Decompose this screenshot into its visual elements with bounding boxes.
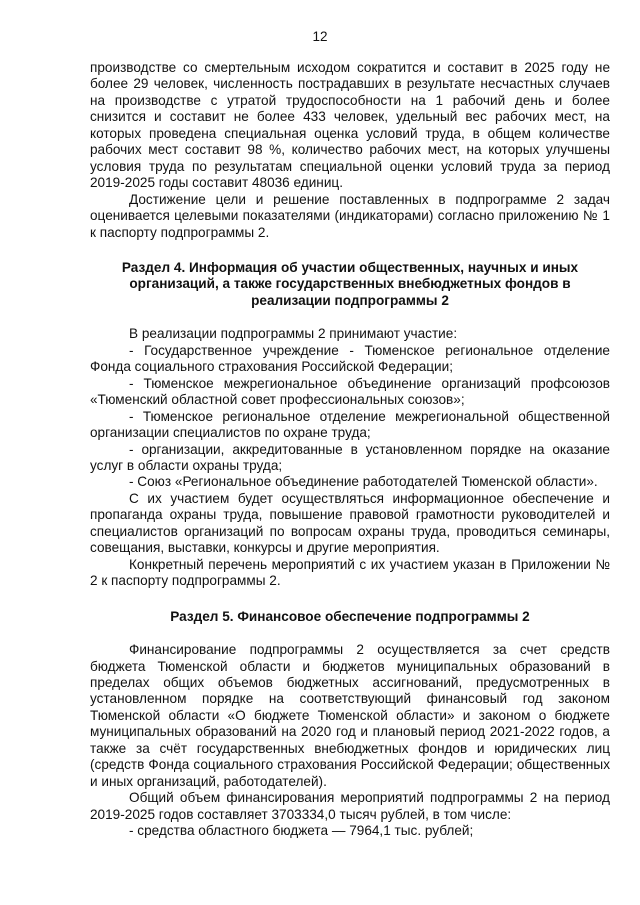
participant-item: - Союз «Региональное объединение работодателей Тюменской области». (129, 474, 598, 490)
participant-item: - Государственное учреждение - Тюменское региональное отделение Фонда социального страхования Российской Федерации; (90, 342, 610, 375)
regional-budget-paragraph: - средства областного бюджета — 7964,1 тыс. рублей; (129, 823, 474, 839)
section4-intro: В реализации подпрограммы 2 принимают участие: (129, 326, 458, 342)
total-paragraph: Общий объем финансирования мероприятий подпрограммы 2 на период 2019-2025 годов составляет 3703334,0 тысяч рублей, в том числе: (90, 790, 610, 822)
page-number: 12 (312, 29, 328, 44)
document-body (90, 60, 610, 839)
participation-paragraph: С их участием будет осуществляться информационное обеспечение и пропаганда охраны труда, повышение правовой грамотности руководителей и специалистов организаций по вопросам охраны труда, проводиться семинары, совещания, выставки, конкурсы и другие мероприятия. (90, 490, 610, 556)
goal-paragraph: Достижение цели и решение поставленных в подпрограмме 2 задач оценивается целевыми показателями (индикаторами) согласно приложению № 1 к паспорту подпрограммы 2. (90, 191, 610, 240)
section4-heading: Раздел 4. Информация об участии общественных, научных и иных организаций, а также государственных внебюджетных фондов в реализации подпрограммы 2 (121, 259, 579, 308)
participant-item: - организации, аккредитованные в установленном порядке на оказание услуг в области охраны труда; (90, 441, 610, 473)
section5-heading: Раздел 5. Финансовое обеспечение подпрограммы 2 (170, 608, 530, 624)
participant-item: - Тюменское региональное отделение межрегиональной общественной организации специалистов по охране труда; (90, 408, 610, 441)
participant-item: - Тюменское межрегиональное объединение организаций профсоюзов «Тюменский областной совет профессиональных союзов»; (90, 375, 610, 408)
intro-paragraph: производстве со смертельным исходом сократится и составит в 2025 году не более 29 человек, численность пострадавших в результате несчастных случаев на производстве с утратой трудоспособности на 1 рабочий день и более снизится и составит не более 433 человек, удельный вес рабочих мест, на которых проведена специальная оценка условий труда, в общем количестве рабочих мест составит 98 %, количество рабочих мест, на которых улучшены условия труда по результатам специальной оценки условий труда за период 2019-2025 годы составит 48036 единиц. (90, 60, 610, 191)
financing-paragraph: Финансирование подпрограммы 2 осуществляется за счет средств бюджета Тюменской области и бюджетов муниципальных образований в пределах общих объемов бюджетных ассигнований, предусмотренных в установленном порядке на соответствующий финансовый год законом Тюменской области «О бюджете Тюменской области» и законом о бюджете муниципальных образований на 2020 год и плановый период 2021-2022 годов, а также за счёт государственных внебюджетных фондов и юридических лиц (средств Фонда социального страхования Российской Федерации; общественных и иных организаций, работодателей). (90, 642, 610, 789)
list-paragraph: Конкретный перечень мероприятий с их участием указан в Приложении № 2 к паспорту подпрограммы 2. (90, 556, 610, 589)
